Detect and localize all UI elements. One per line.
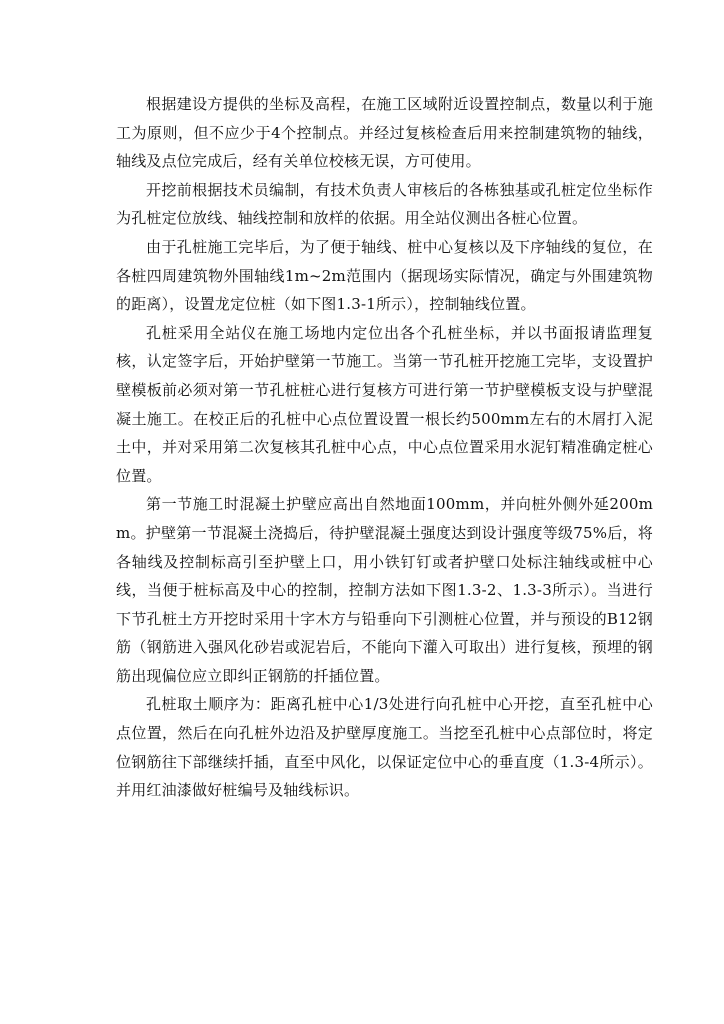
paragraph-total-station: 孔桩采用全站仪在施工场地内定位出各个孔桩坐标，并以书面报请监理复核，认定签字后，开始护壁第一节施工。当第一节孔桩开挖施工完毕，支设置护壁模板前必须对第一节孔桩桩心进行复核方可进行第一节护壁模板支设与护壁混凝土施工。在校正后的孔桩中心点位置设置一根长约500mm左右的木屑打入泥土中，并对采用第二次复核其孔桩中心点，中心点位置采用水泥钉精准确定桩心位置。: [116, 323, 653, 485]
paragraph-excavation-sequence: 孔桩取土顺序为：距离孔桩中心1/3处进行向孔桩中心开挖，直至孔桩中心点位置，然后在向孔桩外边沿及护壁厚度施工。当挖至孔桩中心点部位时，将定位钢筋往下部继续扦插，直至中风化，以保证定位中心的垂直度（1.3-4所示）。并用红油漆做好桩编号及轴线标识。: [116, 695, 653, 800]
paragraph-positioning-piles: 由于孔桩施工完毕后，为了便于轴线、桩中心复核以及下序轴线的复位，在各桩四周建筑物外围轴线1m~2m范围内（据现场实际情况，确定与外围建筑物的距离），设置龙定位桩（如下图1.3-1所示），控制轴线位置。: [116, 237, 653, 314]
body-text: [116, 90, 653, 805]
paragraph-first-section: 第一节施工时混凝土护壁应高出自然地面100mm，并向桩外侧外延200mm。护壁第一节混凝土浇捣后，待护壁混凝土强度达到设计强度等级75%后，将各轴线及控制标高引至护壁上口，用小铁钉钉或者护壁口处标注轴线或桩中心线，当便于桩标高及中心的控制，控制方法如下图1.3-2、1.3-3所示）。当进行下节孔桩土方开挖时采用十字木方与铅垂向下引测桩心位置，并与预设的B12钢筋（钢筋进入强风化砂岩或泥岩后，不能向下灌入可取出）进行复核，预埋的钢筋出现偏位应立即纠正钢筋的扦插位置。: [116, 495, 653, 685]
paragraph-excavation-basis: 开挖前根据技术员编制，有技术负责人审核后的各栋独基或孔桩定位坐标作为孔桩定位放线、轴线控制和放样的依据。用全站仪测出各桩心位置。: [116, 180, 653, 228]
paragraph-control-points: 根据建设方提供的坐标及高程，在施工区域附近设置控制点，数量以利于施工为原则，但不应少于4个控制点。并经过复核检查后用来控制建筑物的轴线，轴线及点位完成后，经有关单位校核无误，方可使用。: [116, 95, 653, 171]
